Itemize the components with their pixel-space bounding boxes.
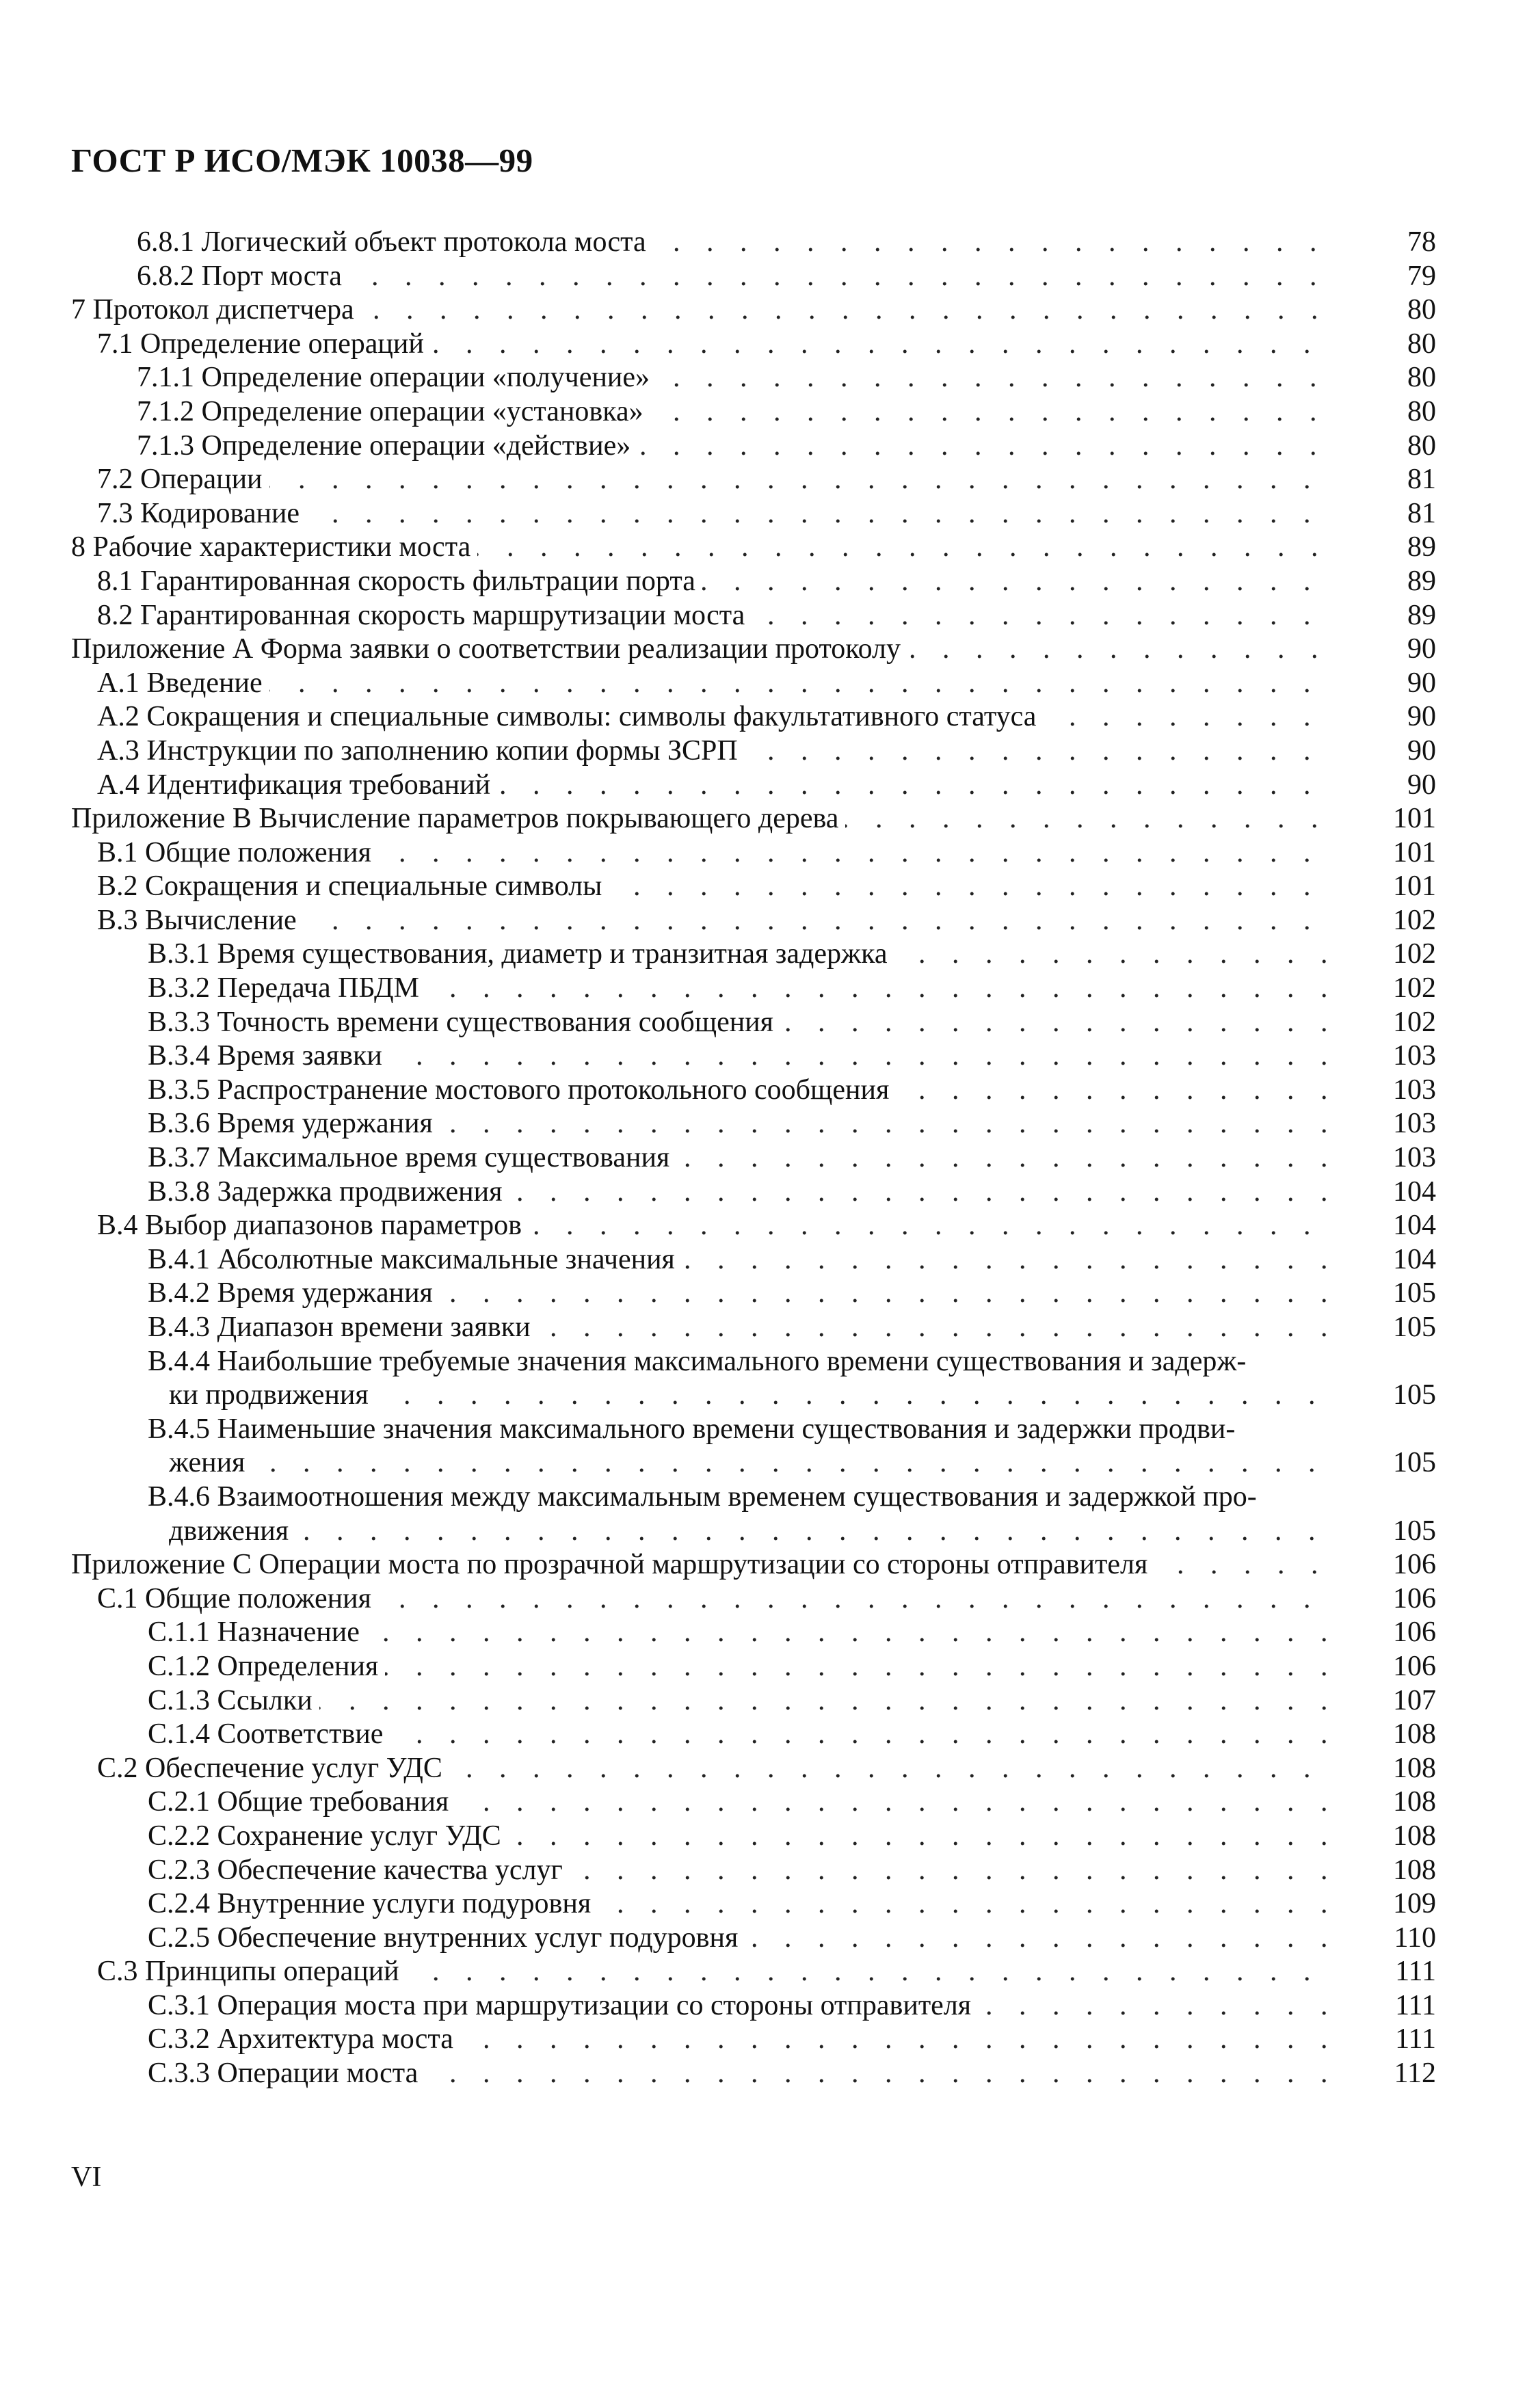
toc-entry-title: 7.1.1 Определение операции «получение» bbox=[137, 362, 656, 393]
toc-entry[interactable] bbox=[71, 1209, 1436, 1243]
toc-entry-title: Приложение В Вычисление параметров покрывающего дерева bbox=[71, 803, 845, 834]
toc-entry-title: В.3.8 Задержка продвижения bbox=[148, 1176, 509, 1208]
toc-entry[interactable] bbox=[71, 633, 1436, 667]
toc-entry[interactable] bbox=[71, 1277, 1436, 1311]
toc-entry[interactable] bbox=[71, 1989, 1436, 2023]
toc-entry[interactable] bbox=[71, 2057, 1436, 2091]
toc-entry-title: В.3.6 Время удержания bbox=[148, 1108, 440, 1139]
toc-entry[interactable] bbox=[71, 328, 1436, 362]
toc-entry[interactable] bbox=[71, 1616, 1436, 1650]
toc-entry-page-number: 102 bbox=[1393, 938, 1436, 970]
toc-entry-title: В.4.1 Абсолютные максимальные значения bbox=[148, 1244, 682, 1275]
toc-entry-title: С.3 Принципы операций bbox=[97, 1956, 406, 1987]
toc-entry-page-number: 105 bbox=[1393, 1379, 1436, 1411]
toc-entry-title: С.2.3 Обеспечение качества услуг bbox=[148, 1854, 570, 1886]
toc-entry-title: В.3.7 Максимальное время существования bbox=[148, 1142, 676, 1173]
toc-entry-title: С.2.5 Обеспечение внутренних услуг подуровня bbox=[148, 1922, 745, 1954]
document-header: ГОСТ Р ИСО/МЭК 10038—99 bbox=[71, 142, 533, 179]
toc-entry-title: ки продвижения bbox=[169, 1379, 375, 1411]
toc-entry-page-number: 108 bbox=[1393, 1718, 1436, 1751]
toc-entry[interactable] bbox=[71, 1582, 1436, 1617]
toc-entry-page-number: 106 bbox=[1393, 1549, 1436, 1581]
table-of-contents bbox=[71, 226, 1436, 2091]
toc-entry-page-number: 111 bbox=[1395, 1956, 1436, 1988]
toc-entry-title: С.2 Обеспечение услуг УДС bbox=[97, 1753, 449, 1784]
toc-entry[interactable] bbox=[71, 1684, 1436, 1718]
toc-entry-title: А.4 Идентификация требований bbox=[97, 769, 497, 801]
toc-entry-page-number: 112 bbox=[1394, 2058, 1436, 2090]
toc-entry-page-number: 106 bbox=[1393, 1650, 1436, 1682]
toc-entry[interactable] bbox=[71, 565, 1436, 599]
toc-entry-title: В.3.1 Время существования, диаметр и транзитная задержка bbox=[148, 938, 894, 970]
toc-entry-title: А.1 Введение bbox=[97, 667, 269, 699]
toc-entry-page-number: 108 bbox=[1393, 1752, 1436, 1784]
toc-entry-title: 7.1.3 Определение операции «действие» bbox=[137, 430, 637, 462]
toc-entry-title: А.3 Инструкции по заполнению копии формы ЗСРП bbox=[97, 735, 745, 767]
toc-entry[interactable] bbox=[71, 1446, 1436, 1480]
toc-entry[interactable] bbox=[71, 599, 1436, 633]
toc-entry-page-number: 78 bbox=[1407, 226, 1436, 258]
toc-entry-title: В.4 Выбор диапазонов параметров bbox=[97, 1210, 529, 1241]
toc-entry-page-number: 102 bbox=[1393, 972, 1436, 1005]
toc-entry[interactable] bbox=[71, 361, 1436, 395]
toc-entry[interactable] bbox=[71, 531, 1436, 565]
toc-entry-page-number: 79 bbox=[1407, 260, 1436, 292]
toc-entry-page-number: 90 bbox=[1407, 701, 1436, 733]
toc-entry-page-number: 110 bbox=[1394, 1921, 1436, 1954]
toc-entry-page-number: 101 bbox=[1393, 836, 1436, 868]
toc-entry[interactable] bbox=[71, 700, 1436, 734]
toc-entry[interactable] bbox=[71, 1311, 1436, 1345]
toc-entry-page-number: 89 bbox=[1407, 531, 1436, 563]
toc-entry-title: В.3 Вычисление bbox=[97, 905, 304, 936]
toc-entry-title: В.4.2 Время удержания bbox=[148, 1277, 440, 1309]
toc-entry[interactable] bbox=[71, 1785, 1436, 1820]
page-number: VI bbox=[71, 2161, 102, 2193]
toc-entry-title: движения bbox=[169, 1515, 295, 1547]
toc-entry-page-number: 107 bbox=[1393, 1684, 1436, 1716]
toc-entry[interactable] bbox=[71, 429, 1436, 464]
toc-entry-title: 8 Рабочие характеристики моста bbox=[71, 531, 477, 563]
toc-entry-title: В.3.2 Передача ПБДМ bbox=[148, 972, 426, 1004]
toc-entry-page-number: 90 bbox=[1407, 633, 1436, 665]
toc-entry-line bbox=[71, 1413, 1436, 1447]
toc-entry-title: В.4.6 Взаимоотношения между максимальным временем существования и задержкой про- bbox=[148, 1480, 1257, 1513]
toc-entry-page-number: 103 bbox=[1393, 1108, 1436, 1140]
toc-entry[interactable] bbox=[71, 937, 1436, 972]
toc-entry[interactable] bbox=[71, 1854, 1436, 1888]
toc-entry[interactable] bbox=[71, 1820, 1436, 1854]
toc-entry-title: С.1.3 Ссылки bbox=[148, 1685, 319, 1716]
toc-entry-title: С.2.1 Общие требования bbox=[148, 1786, 455, 1818]
toc-entry-page-number: 106 bbox=[1393, 1617, 1436, 1649]
toc-entry-page-number: 105 bbox=[1393, 1447, 1436, 1479]
toc-entry-title: 7.1 Определение операций bbox=[97, 328, 431, 360]
toc-entry-page-number: 90 bbox=[1407, 667, 1436, 699]
toc-entry-title: А.2 Сокращения и специальные символы: символы факультативного статуса bbox=[97, 701, 1043, 732]
toc-entry[interactable] bbox=[71, 870, 1436, 904]
toc-entry-title: С.1 Общие положения bbox=[97, 1583, 378, 1614]
toc-entry[interactable] bbox=[71, 1650, 1436, 1684]
toc-entry-title: 6.8.1 Логический объект протокола моста bbox=[137, 226, 653, 258]
toc-entry-page-number: 90 bbox=[1407, 734, 1436, 767]
toc-entry[interactable] bbox=[71, 667, 1436, 701]
toc-entry-page-number: 81 bbox=[1407, 497, 1436, 529]
toc-entry-title: С.3.1 Операция моста при маршрутизации со стороны отправителя bbox=[148, 1990, 978, 2021]
toc-entry[interactable] bbox=[71, 1039, 1436, 1074]
toc-entry[interactable] bbox=[71, 1955, 1436, 1989]
toc-entry[interactable] bbox=[71, 1006, 1436, 1040]
toc-entry-title: 8.1 Гарантированная скорость фильтрации порта bbox=[97, 566, 702, 597]
toc-entry-title: Приложение А Форма заявки о соответствии реализации протоколу bbox=[71, 633, 907, 665]
toc-entry-title: В.3.4 Время заявки bbox=[148, 1040, 389, 1072]
toc-entry-title: 6.8.2 Порт моста bbox=[137, 261, 349, 292]
toc-entry-title: С.1.2 Определения bbox=[148, 1651, 385, 1682]
toc-entry-title: В.3.3 Точность времени существования сообщения bbox=[148, 1007, 780, 1038]
toc-entry-page-number: 80 bbox=[1407, 429, 1436, 462]
toc-entry-title: С.3.3 Операции моста bbox=[148, 2058, 425, 2089]
toc-entry[interactable] bbox=[71, 2023, 1436, 2057]
toc-entry[interactable] bbox=[71, 1718, 1436, 1752]
toc-entry-title: В.4.5 Наименьшие значения максимального времени существования и задержки продви- bbox=[148, 1413, 1236, 1445]
toc-entry[interactable] bbox=[71, 836, 1436, 870]
toc-entry[interactable] bbox=[71, 1515, 1436, 1549]
toc-entry-title: С.3.2 Архитектура моста bbox=[148, 2023, 460, 2055]
toc-entry[interactable] bbox=[71, 734, 1436, 769]
toc-entry-page-number: 106 bbox=[1393, 1582, 1436, 1614]
toc-entry[interactable] bbox=[71, 1752, 1436, 1786]
toc-entry-page-number: 108 bbox=[1393, 1854, 1436, 1886]
toc-entry-page-number: 111 bbox=[1395, 1989, 1436, 2021]
toc-entry-page-number: 80 bbox=[1407, 328, 1436, 360]
toc-entry[interactable] bbox=[71, 1141, 1436, 1175]
toc-entry[interactable] bbox=[71, 1243, 1436, 1277]
toc-entry-page-number: 105 bbox=[1393, 1515, 1436, 1547]
toc-entry[interactable] bbox=[71, 226, 1436, 260]
toc-entry-title: 7.1.2 Определение операции «установка» bbox=[137, 396, 650, 427]
toc-entry[interactable] bbox=[71, 1175, 1436, 1210]
toc-entry-title: 7 Протокол диспетчера bbox=[71, 294, 361, 325]
toc-entry-page-number: 103 bbox=[1393, 1074, 1436, 1106]
toc-entry-title: 8.2 Гарантированная скорость маршрутизации моста bbox=[97, 600, 752, 631]
toc-entry-title: 7.2 Операции bbox=[97, 464, 269, 495]
toc-entry-title: В.1 Общие положения bbox=[97, 837, 378, 868]
toc-entry[interactable] bbox=[71, 1921, 1436, 1956]
toc-entry-page-number: 101 bbox=[1393, 803, 1436, 835]
toc-entry-page-number: 102 bbox=[1393, 904, 1436, 936]
toc-entry[interactable] bbox=[71, 802, 1436, 836]
toc-entry-line bbox=[71, 1480, 1436, 1515]
toc-entry-page-number: 105 bbox=[1393, 1312, 1436, 1343]
toc-entry-title: В.4.3 Диапазон времени заявки bbox=[148, 1312, 537, 1343]
toc-entry-page-number: 109 bbox=[1393, 1888, 1436, 1920]
toc-entry-title: В.2 Сокращения и специальные символы bbox=[97, 870, 609, 902]
toc-entry[interactable] bbox=[71, 1379, 1436, 1413]
toc-entry-page-number: 108 bbox=[1393, 1786, 1436, 1818]
toc-entry-page-number: 105 bbox=[1393, 1277, 1436, 1309]
toc-entry-title: жения bbox=[169, 1447, 252, 1478]
toc-entry[interactable] bbox=[71, 1074, 1436, 1108]
toc-entry[interactable] bbox=[71, 260, 1436, 294]
toc-entry-title: Приложение С Операции моста по прозрачной маршрутизации со стороны отправителя bbox=[71, 1549, 1154, 1580]
toc-entry[interactable] bbox=[71, 1548, 1436, 1582]
toc-entry-page-number: 103 bbox=[1393, 1040, 1436, 1072]
toc-entry[interactable] bbox=[71, 463, 1436, 497]
toc-entry-page-number: 101 bbox=[1393, 870, 1436, 903]
toc-entry[interactable] bbox=[71, 904, 1436, 938]
toc-entry[interactable] bbox=[71, 1107, 1436, 1141]
toc-entry[interactable] bbox=[71, 972, 1436, 1006]
toc-entry-page-number: 108 bbox=[1393, 1820, 1436, 1852]
toc-entry-title: С.2.2 Сохранение услуг УДС bbox=[148, 1820, 508, 1852]
toc-entry-page-number: 89 bbox=[1407, 565, 1436, 597]
toc-entry-page-number: 81 bbox=[1407, 464, 1436, 496]
toc-entry-page-number: 104 bbox=[1393, 1243, 1436, 1275]
toc-entry-page-number: 104 bbox=[1393, 1210, 1436, 1242]
toc-entry-title: В.3.5 Распространение мостового протокольного сообщения bbox=[148, 1074, 896, 1106]
toc-entry-page-number: 89 bbox=[1407, 599, 1436, 631]
toc-entry-title: С.1.1 Назначение bbox=[148, 1617, 367, 1648]
toc-entry-page-number: 80 bbox=[1407, 362, 1436, 394]
toc-entry[interactable] bbox=[71, 769, 1436, 803]
toc-entry[interactable] bbox=[71, 395, 1436, 429]
toc-entry-title: С.1.4 Соответствие bbox=[148, 1718, 390, 1750]
toc-entry-page-number: 102 bbox=[1393, 1006, 1436, 1038]
toc-entry-page-number: 103 bbox=[1393, 1142, 1436, 1174]
toc-entry-line bbox=[71, 1345, 1436, 1379]
toc-entry-page-number: 80 bbox=[1407, 294, 1436, 326]
toc-entry[interactable] bbox=[71, 293, 1436, 328]
toc-entry-title: В.4.4 Наибольшие требуемые значения максимального времени существования и задерж- bbox=[148, 1345, 1247, 1377]
toc-entry[interactable] bbox=[71, 1887, 1436, 1921]
toc-entry-page-number: 90 bbox=[1407, 769, 1436, 801]
toc-entry-page-number: 111 bbox=[1395, 2023, 1436, 2056]
toc-entry[interactable] bbox=[71, 497, 1436, 531]
toc-entry-title: С.2.4 Внутренние услуги подуровня bbox=[148, 1888, 598, 1919]
toc-entry-page-number: 104 bbox=[1393, 1175, 1436, 1208]
toc-entry-title: 7.3 Кодирование bbox=[97, 498, 306, 529]
toc-entry-page-number: 80 bbox=[1407, 395, 1436, 427]
